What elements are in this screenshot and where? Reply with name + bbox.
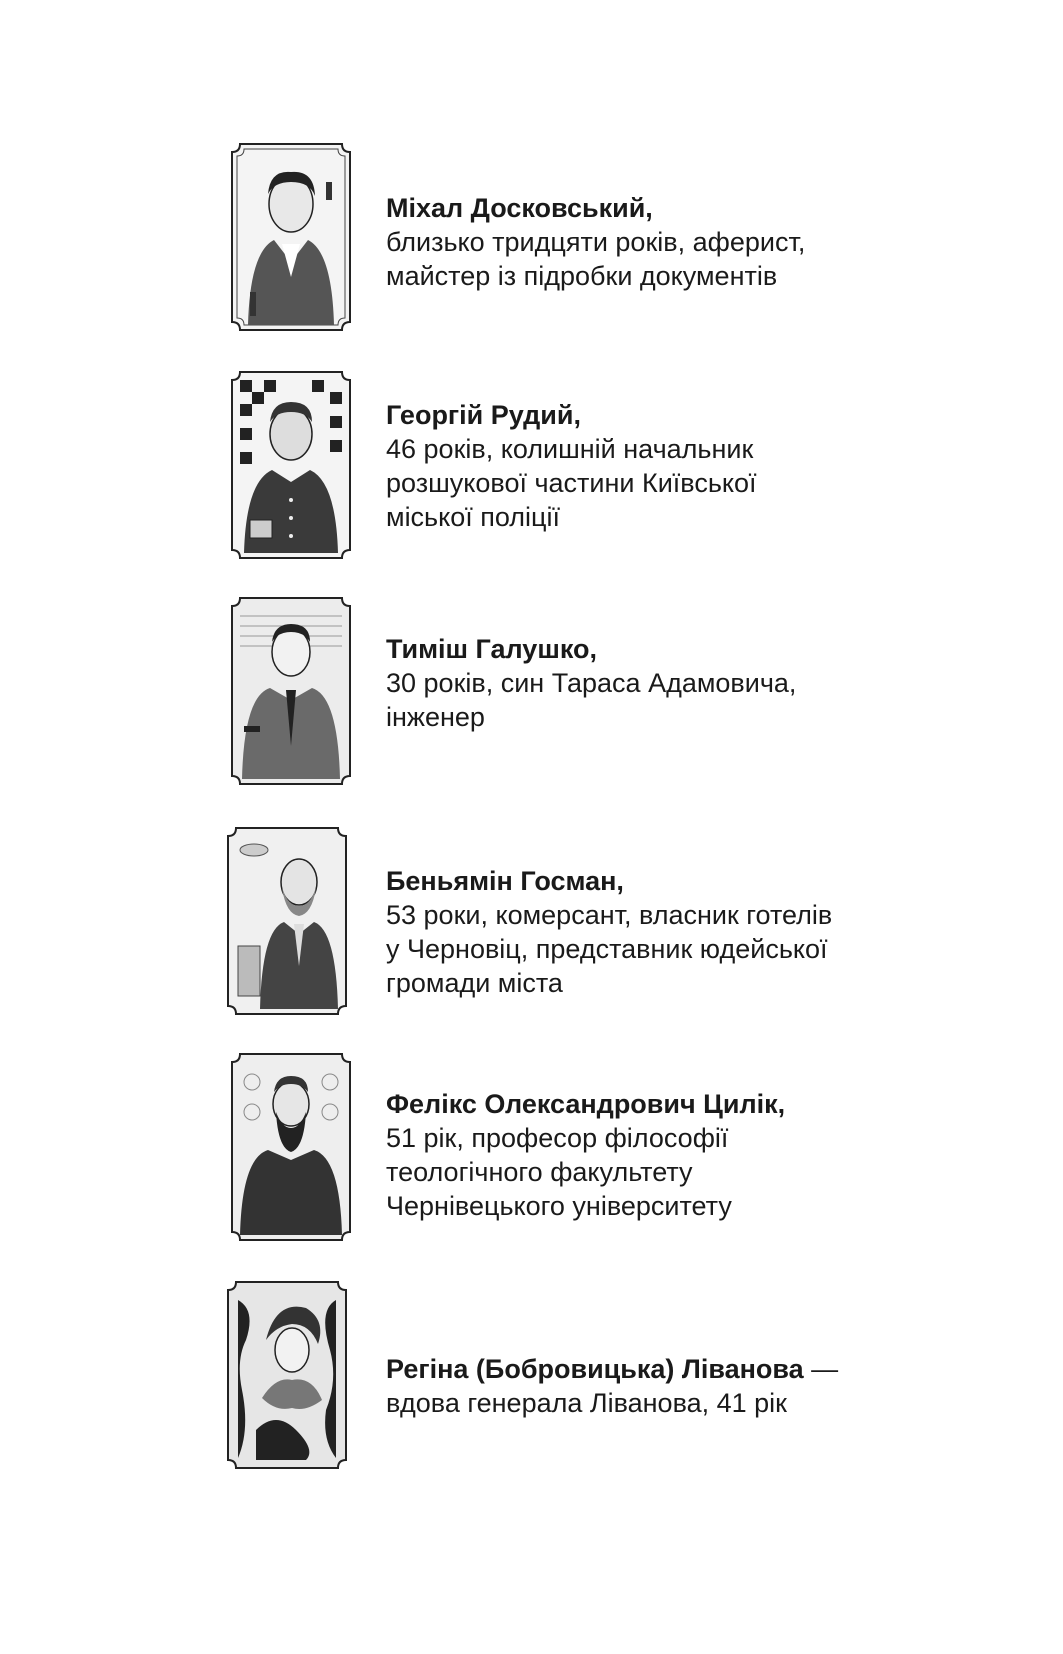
character-name: Міхал Досковський,	[386, 193, 653, 223]
character-caption	[386, 864, 1026, 1000]
character-description-line: міської поліції	[386, 502, 561, 532]
portrait-illustration	[230, 596, 352, 786]
character-name: Георгій Рудий,	[386, 400, 581, 430]
character-description-line: вдова генерала Ліванова, 41 рік	[386, 1388, 787, 1418]
character-description-line: у Черновіц, представник юдейської	[386, 934, 828, 964]
character-name: Фелікс Олександрович Цилік,	[386, 1089, 786, 1119]
character-caption	[386, 191, 1026, 293]
character-description-line: близько тридцяти років, аферист,	[386, 227, 806, 257]
character-description-line: 46 років, колишній начальник	[386, 434, 754, 464]
character-description-line: розшукової частини Київської	[386, 468, 757, 498]
character-name: Регіна (Бобровицька) Ліванова	[386, 1354, 804, 1384]
portrait-illustration	[230, 1052, 352, 1242]
character-name: Тиміш Галушко,	[386, 634, 597, 664]
character-description-line: Чернівецького університету	[386, 1191, 732, 1221]
portrait-illustration	[230, 142, 352, 332]
character-description-line: 53 роки, комерсант, власник готелів	[386, 900, 833, 930]
character-description-line: громади міста	[386, 968, 563, 998]
character-name: Беньямін Госман,	[386, 866, 624, 896]
character-caption	[386, 1087, 1026, 1223]
portrait-illustration	[226, 1280, 348, 1470]
character-description-line: теологічного факультету	[386, 1157, 693, 1187]
character-description-line: майстер із підробки документів	[386, 261, 778, 291]
character-description-line: 30 років, син Тараса Адамовича,	[386, 668, 797, 698]
name-dash: —	[803, 1354, 839, 1384]
character-caption	[386, 398, 1026, 534]
character-caption	[386, 632, 1026, 734]
character-caption	[386, 1352, 1026, 1420]
portrait-illustration	[226, 826, 348, 1016]
character-description-line: інженер	[386, 702, 485, 732]
portrait-illustration	[230, 370, 352, 560]
character-name-line	[386, 1352, 1026, 1386]
character-description-line: 51 рік, професор філософії	[386, 1123, 729, 1153]
